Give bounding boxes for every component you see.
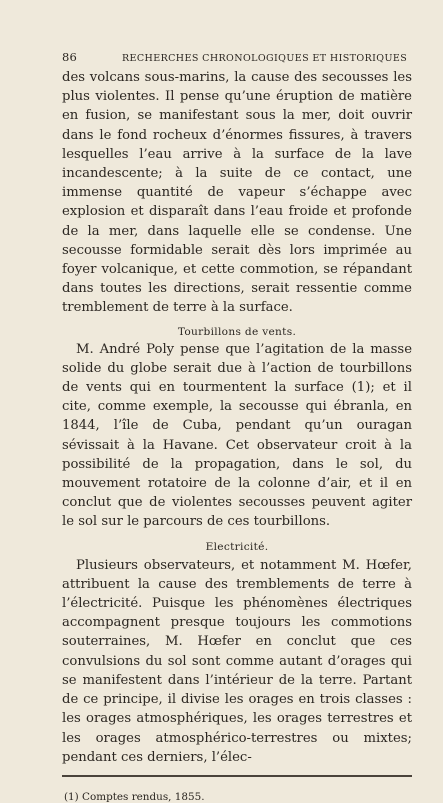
paragraph-tourbillons: M. André Poly pense que l’agitation de la masse solide du globe serait due à l’action de tourbillons de vents qui en tourmentent la surface (1); et il cite, comme exemple, la secousse qui ébranla, en 1844, l’île de Cuba, pendant qu’un ouragan sévissait à la Havane. Cet observateur croit à la possibilité de la propagation, dans le sol, du mouvement rotatoire de la colonne d’air, et il en conclut que de violentes secousses peuvent agiter le sol sur le parcours de ces tourbillons. [62, 341, 412, 530]
paragraph-volcans: des volcans sous-marins, la cause des secousses les plus violentes. Il pense qu’une éruption de matière en fusion, se manifestant sous la mer, doit ouvrir dans le fond rocheux d’énormes fissures, à travers lesquelles l’eau arrive à la surface de la lave incandescente; à la suite de ce contact, une immense quantité de vapeur s’échappe avec explosion et disparaît dans l’eau froide et profonde de la mer, dans laquelle elle se condense. Une secousse formidable serait dès lors imprimée au foyer volcanique, et cette commotion, se répandant dans toutes les directions, serait ressentie comme tremblement de terre à la surface. [62, 70, 412, 316]
page-number: 86 [62, 50, 78, 64]
section-title-electricite: Electricité. [205, 540, 269, 553]
page-header [62, 50, 412, 68]
paragraph-electricite: Plusieurs observateurs, et notamment M. Hœfer, attribuent la cause des tremblements de terre à l’électricité. Puisque les phénomènes électriques accompagnent presque toujours les commotions souterraines, M. Hœfer en conclut que ces convulsions du sol sont comme autant d’orages qui se manifestent dans l’intérieur de la terre. Partant de ce principe, il divise les orages en trois classes : les orages atmosphériques, les orages terrestres et les orages atmosphérico-terrestres ou mixtes; pendant ces derniers, l’élec- [62, 557, 412, 765]
footnote-rule [62, 775, 412, 777]
running-head: RECHERCHES CHRONOLOGIQUES ET HISTORIQUES [122, 53, 408, 64]
section-title-tourbillons: Tourbillons de vents. [177, 325, 297, 338]
footnote: (1) Comptes rendus, 1855. [64, 790, 205, 803]
